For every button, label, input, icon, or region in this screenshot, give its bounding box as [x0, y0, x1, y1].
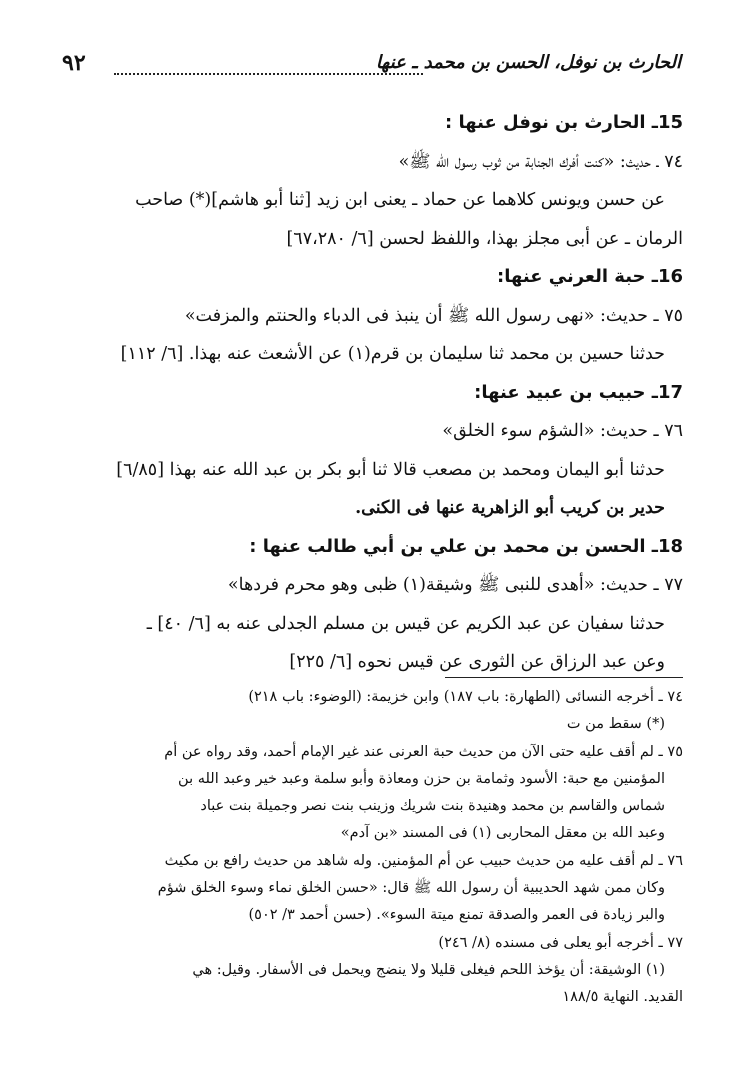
footnote-line: وكان ممن شهد الحديبية أن رسول الله ﷺ قال: «حسن الخلق نماء وسوء الخلق شؤم — [157, 880, 665, 897]
footnote-line: القديد. النهاية ١٨٨/٥ — [562, 989, 683, 1006]
footnote-line: ٧٤ ـ أخرجه النسائى (الطهارة: باب ١٨٧) وابن خزيمة: (الوضوء: باب ٢١٨) — [248, 689, 683, 705]
header-leader-dots — [114, 73, 423, 75]
footnote-separator — [445, 677, 683, 678]
main-text — [74, 104, 683, 682]
hadith-title: ٧٧ ـ حديث: «أهدى للنبى ﷺ وشيقة(١) ظبى وهو محرم فردها» — [227, 575, 683, 595]
header-title: الحارث بن نوفل، الحسن بن محمد ـ عنها — [375, 52, 681, 73]
running-header — [62, 48, 681, 84]
section-heading: 17ـ حبيب بن عبيد عنها: — [474, 381, 683, 403]
footnote-line: ٧٦ ـ لم أقف عليه من حديث حبيب عن أم المؤمنين. وله شاهد من حديث رافع بن مكيث — [164, 852, 683, 869]
footnote-line: وعبد الله بن معقل المحاربى (١) فى المسند «بن آدم» — [340, 825, 665, 842]
chain-line: حدثنا أبو اليمان ومحمد بن مصعب قالا ثنا أبو بكر بن عبد الله عنه بهذا [٦/٨٥] — [116, 459, 665, 480]
footnote-line: (*) سقط من ت — [566, 716, 665, 733]
section-heading: 15ـ الحارث بن نوفل عنها : — [445, 112, 683, 133]
cross-reference-note: حدير بن كريب أبو الزاهرية عنها فى الكنى. — [355, 498, 665, 518]
footnote-line: ٧٥ ـ لم أقف عليه حتى الآن من حديث حبة العرنى عند غير الإمام أحمد، وقد رواه عن أم — [164, 743, 683, 760]
footnote-line: (١) الوشيقة: أن يؤخذ اللحم فيغلى قليلا ولا ينضج ويحمل فى الأسفار. وقيل: هي — [192, 961, 665, 978]
footnotes — [74, 684, 683, 1012]
chain-line: عن حسن ويونس كلاهما عن حماد ـ يعنى ابن زيد [ثنا أبو هاشم](*) صاحب — [135, 190, 665, 210]
hadith-title: ٧٤ ـ حديث: «كنت أفرك الجنابة من ثوب رسول الله ﷺ» — [398, 151, 683, 172]
hadith-title: ٧٦ ـ حديث: «الشؤم سوء الخلق» — [442, 421, 683, 441]
hadith-title: ٧٥ ـ حديث: «نهى رسول الله ﷺ أن ينبذ فى الدباء والحنتم والمزفت» — [184, 305, 683, 326]
page-number: ٩٢ — [62, 50, 86, 76]
footnote-line: المؤمنين مع حبة: الأسود وثمامة بن حزن ومعاذة وأبو سلمة وعبد خير وعبد الله بن — [178, 770, 665, 787]
footnote-line: ٧٧ ـ أخرجه أبو يعلى فى مسنده (٨/ ٢٤٦) — [438, 934, 683, 951]
section-heading: 16ـ حبة العرني عنها: — [497, 266, 683, 287]
section-heading: 18ـ الحسن بن محمد بن علي بن أبي طالب عنها : — [249, 535, 683, 557]
footnote-line: شماس والقاسم بن محمد وهنيدة بنت شريك وزينب بنت نصر وجميلة بنت عباد — [200, 798, 665, 815]
footnote-line: والبر زيادة فى العمر والصدقة تمنع ميتة السوء». (حسن أحمد ٣/ ٥٠٢) — [248, 907, 665, 924]
chain-line: حدثنا سفيان عن عبد الكريم عن قيس بن مسلم الجدلى عنه به [٦/ ٤٠] ـ — [146, 613, 665, 634]
chain-line: الرمان ـ عن أبى مجلز بهذا، واللفظ لحسن [٦/ ٦٧،٢٨٠] — [286, 228, 683, 249]
chain-line: حدثنا حسين بن محمد ثنا سليمان بن قرم(١) عن الأشعث عنه بهذا. [٦/ ١١٢] — [120, 344, 665, 364]
chain-line: وعن عبد الرزاق عن الثورى عن قيس نحوه [٦/ ٢٢٥] — [289, 652, 665, 672]
